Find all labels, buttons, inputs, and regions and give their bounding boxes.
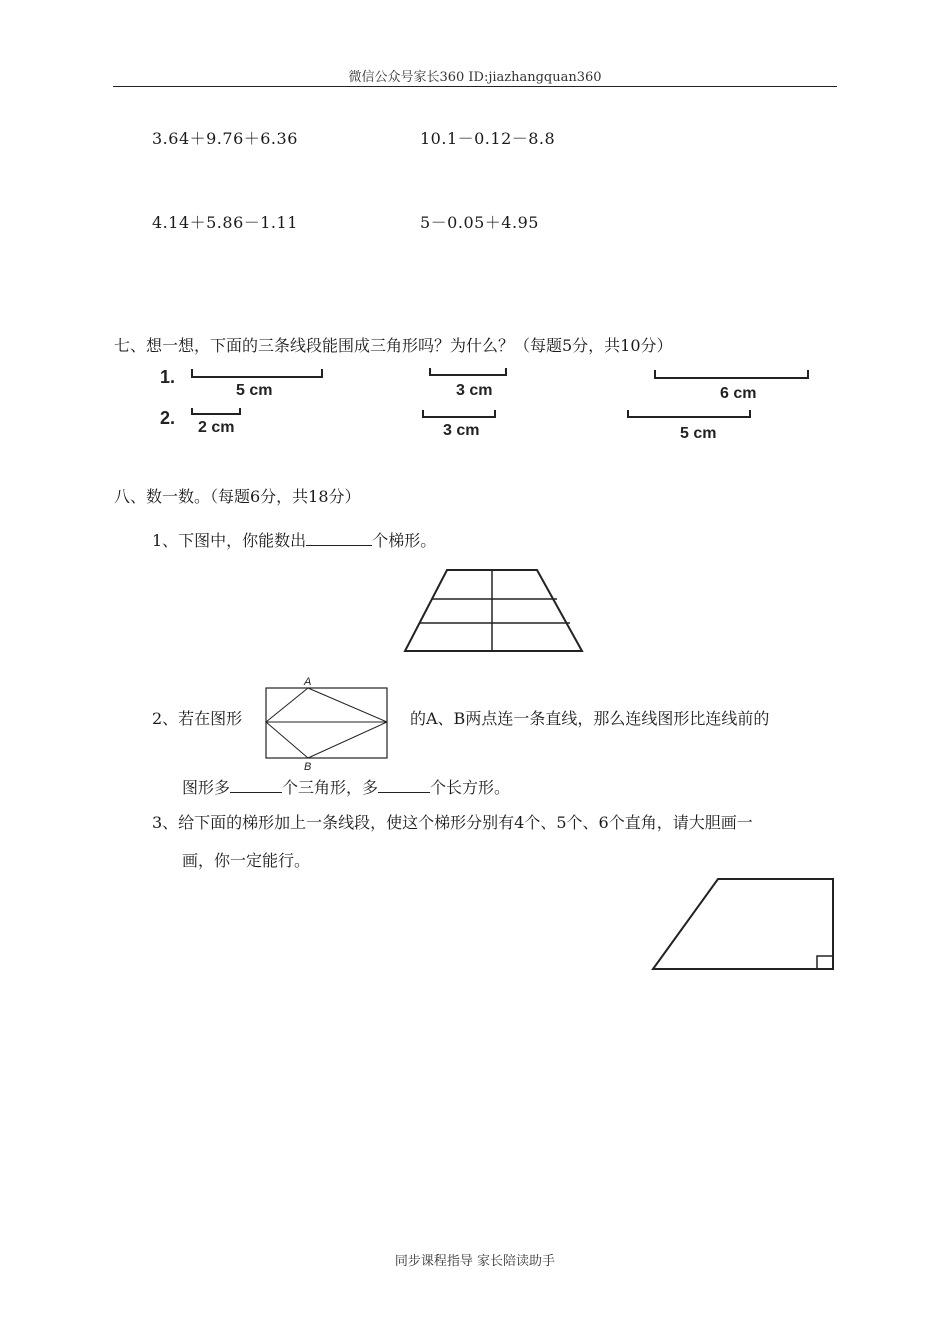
segment-3cm-row2 bbox=[423, 410, 495, 439]
svg-text:3 cm: 3 cm bbox=[456, 382, 493, 399]
page-footer: 同步课程指导 家长陪读助手 bbox=[394, 1254, 556, 1269]
q2-line2: 图形多 个三角形，多 个长方形。 bbox=[182, 778, 511, 797]
expression-1: 3.64＋9.76＋6.36 bbox=[152, 129, 298, 148]
segment-2cm-row2 bbox=[192, 408, 240, 436]
row-2-label: 2. bbox=[160, 408, 176, 428]
q3-line2: 画，你一定能行。 bbox=[182, 851, 311, 870]
row-1-label: 1. bbox=[160, 367, 176, 387]
segment-3cm-row1 bbox=[430, 368, 506, 399]
svg-text:5 cm: 5 cm bbox=[236, 382, 273, 399]
q2-suffix: 的A、B两点连一条直线，那么连线图形比连线前的 bbox=[410, 709, 770, 728]
point-b-label: B bbox=[304, 761, 312, 772]
point-a-label: A bbox=[304, 676, 312, 688]
segment-5cm-row1 bbox=[192, 369, 322, 399]
segment-5cm-row2 bbox=[628, 410, 750, 442]
q2-prefix: 2、若在图形 bbox=[152, 709, 243, 728]
q2-rectangle-blank[interactable] bbox=[378, 778, 430, 793]
page-header: 微信公众号家长360 ID:jiazhangquan360 bbox=[348, 70, 602, 85]
header-rule bbox=[113, 86, 837, 87]
segments-figure bbox=[150, 360, 830, 445]
right-angle-mark bbox=[817, 956, 833, 969]
expression-4: 5－0.05＋4.95 bbox=[420, 213, 539, 232]
expression-3: 4.14＋5.86－1.11 bbox=[152, 213, 298, 232]
section-8-title: 八、数一数。（每题6分，共18分） bbox=[114, 487, 361, 506]
right-trapezoid-figure bbox=[648, 874, 838, 974]
trapezoid-grid-figure bbox=[400, 566, 586, 656]
q1-before: 1、下图中，你能数出 bbox=[152, 531, 307, 550]
svg-text:3 cm: 3 cm bbox=[443, 422, 480, 439]
q1-answer-blank[interactable] bbox=[306, 531, 372, 546]
q1-after: 个梯形。 bbox=[372, 531, 437, 550]
q2-triangle-blank[interactable] bbox=[230, 778, 282, 793]
question-8-1 bbox=[152, 528, 436, 551]
q3-line1: 3、给下面的梯形加上一条线段，使这个梯形分别有4个、5个、6个直角，请大胆画一 bbox=[152, 813, 753, 832]
svg-text:6 cm: 6 cm bbox=[720, 385, 757, 402]
section-7-title: 七、想一想，下面的三条线段能围成三角形吗？为什么？（每题5分，共10分） bbox=[114, 336, 673, 355]
expression-2: 10.1－0.12－8.8 bbox=[420, 129, 556, 148]
rectangle-ab-figure bbox=[262, 672, 392, 772]
segment-6cm-row1 bbox=[655, 370, 808, 402]
svg-text:5 cm: 5 cm bbox=[680, 425, 717, 442]
svg-text:2 cm: 2 cm bbox=[198, 419, 235, 436]
